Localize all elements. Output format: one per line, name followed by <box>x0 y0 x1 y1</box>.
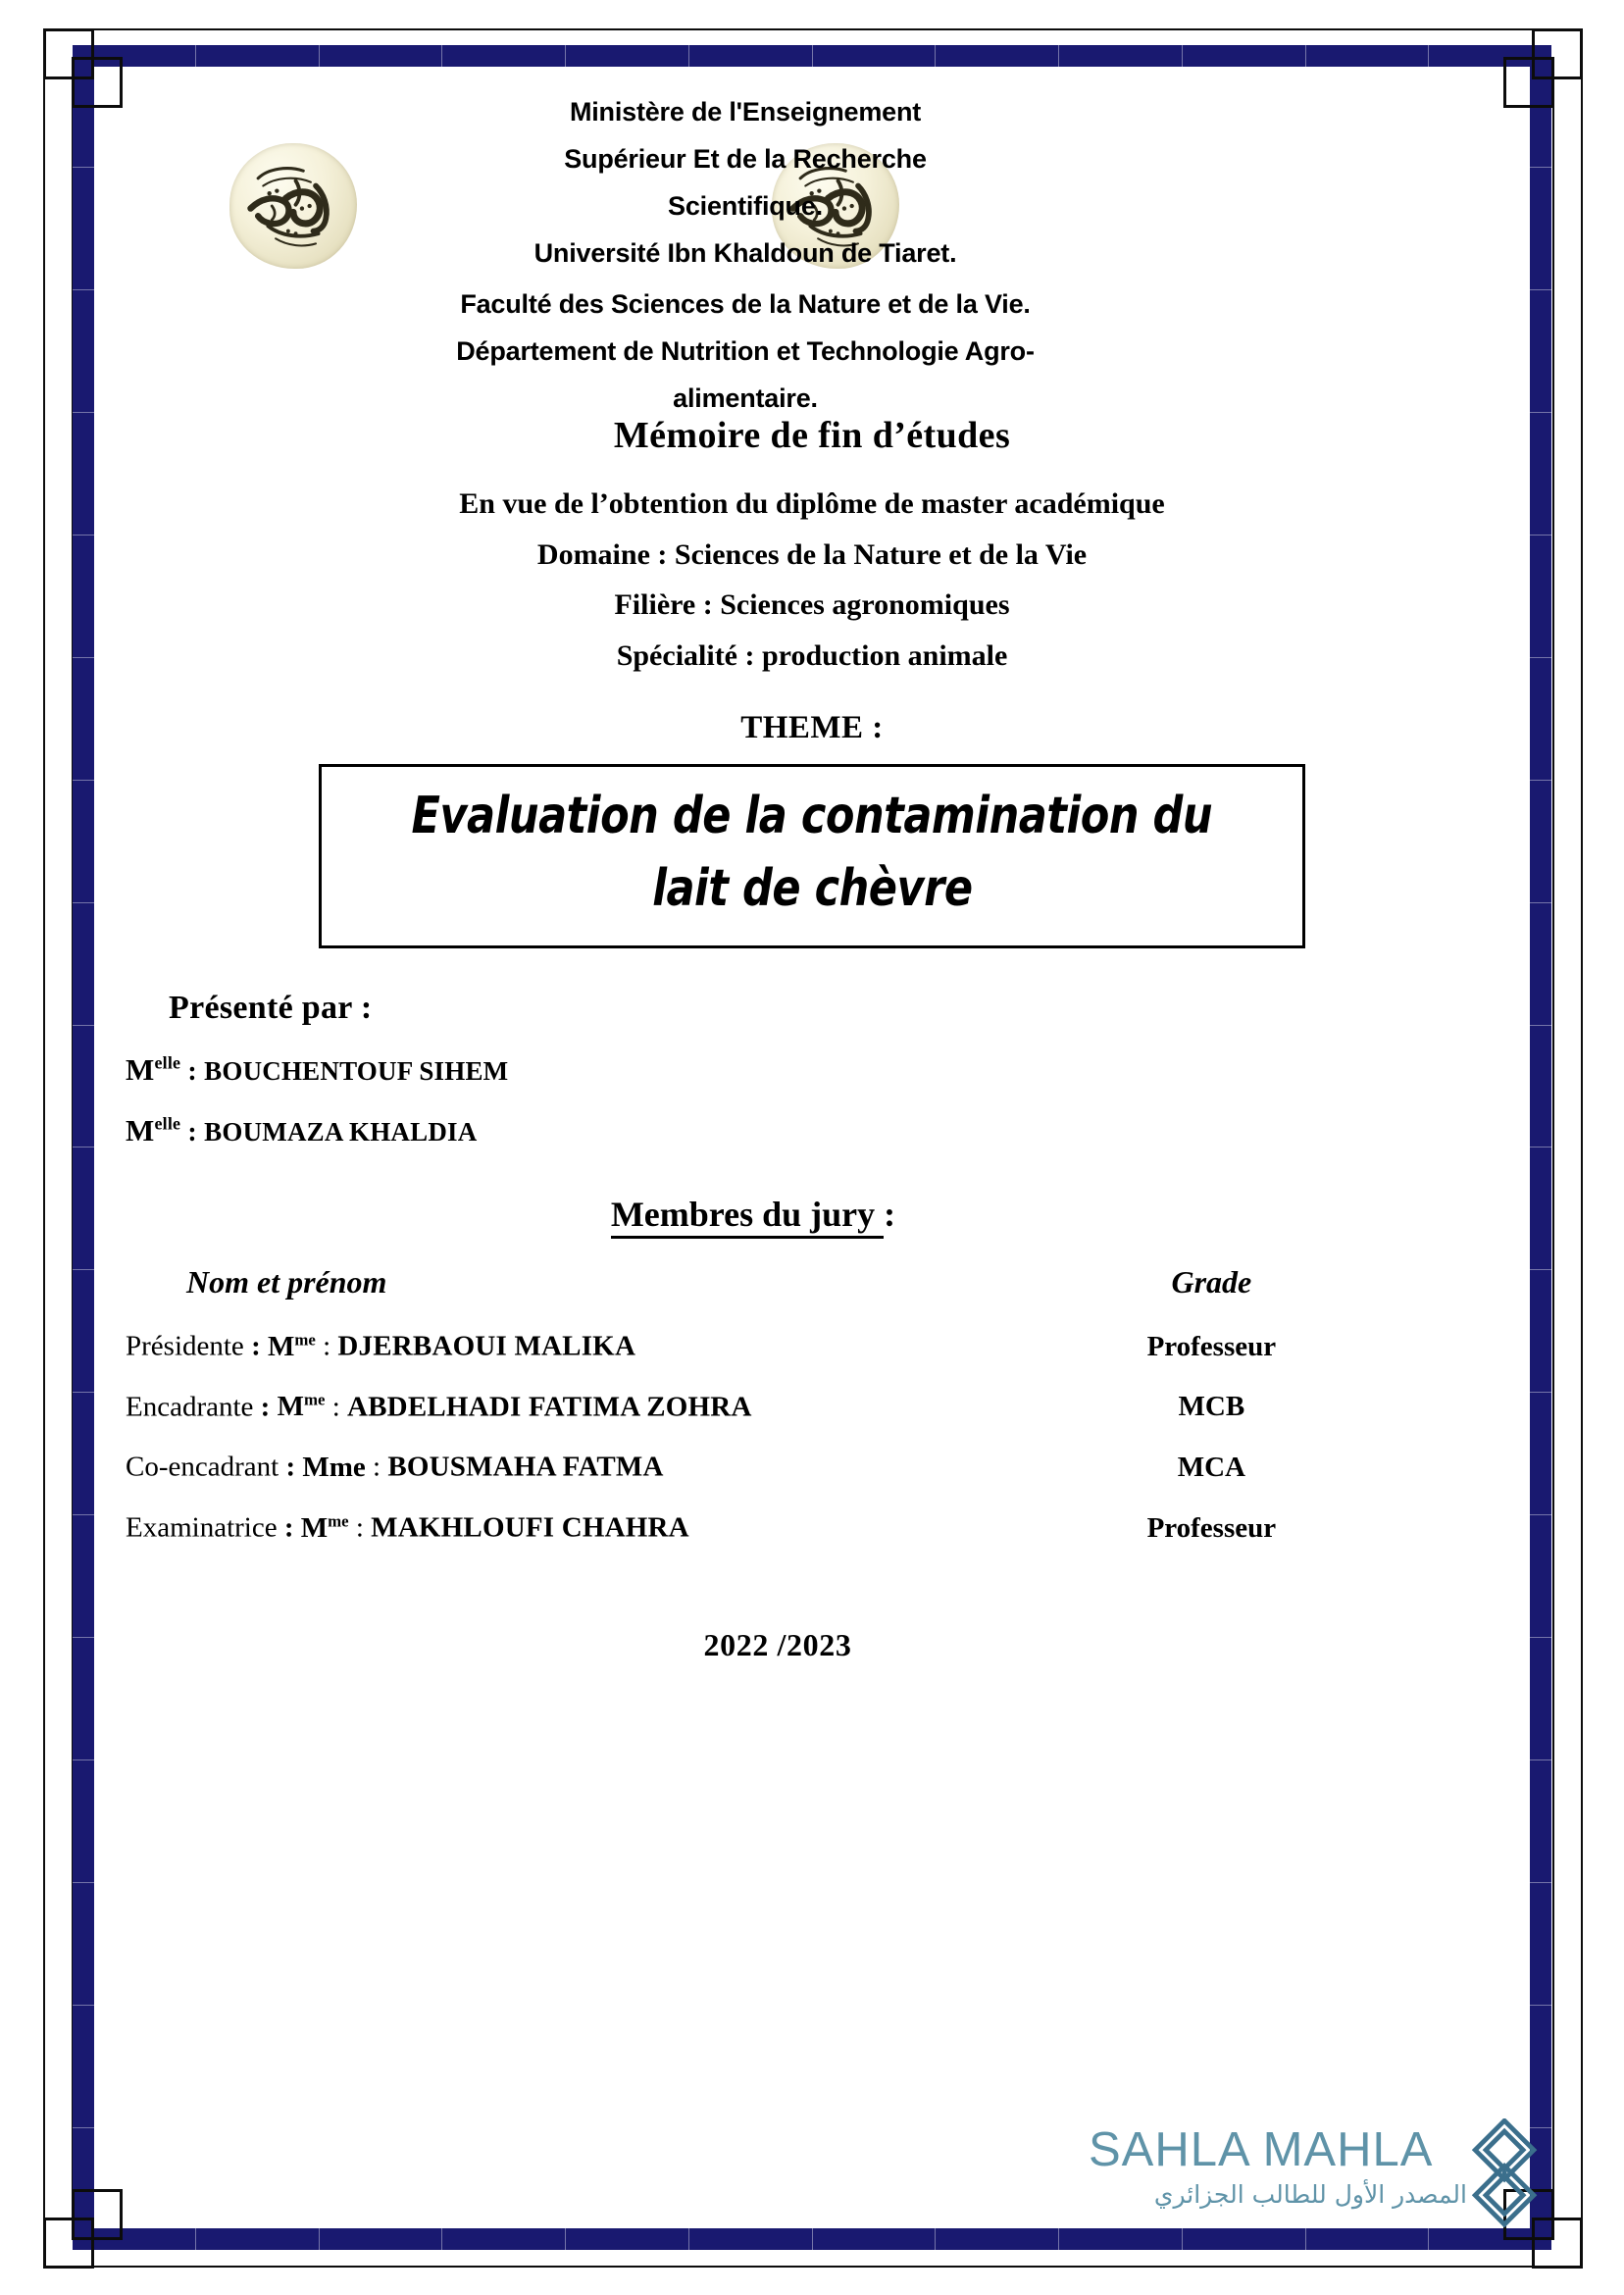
thesis-title-box <box>319 764 1305 948</box>
jury-row-4-person-name: MAKHLOUFI CHAHRA <box>371 1511 689 1544</box>
border-corner-knot-bottom-left-inner <box>72 2189 123 2240</box>
jury-row-4-colon-2: : <box>348 1511 372 1544</box>
border-corner-knot-bottom-right-outer <box>1532 2218 1583 2269</box>
border-band-left <box>73 45 94 2250</box>
border-corner-knot-bottom-right-inner <box>1503 2189 1554 2240</box>
memoire-heading: Mémoire de fin d’études <box>613 415 1011 456</box>
jury-table-header-row <box>108 1264 1516 1330</box>
jury-row-4-role: Examinatrice <box>126 1511 284 1544</box>
jury-row-1-person-name: DJERBAOUI MALIKA <box>337 1330 636 1362</box>
border-corner-knot-top-left-outer <box>43 28 94 79</box>
thesis-title-line-2: lait de chèvre <box>651 859 973 919</box>
jury-row-2-colon-1: : <box>260 1391 271 1423</box>
student-entry-1 <box>126 1052 1516 1088</box>
jury-row-2-name-cell <box>108 1391 995 1452</box>
university-name: Université Ibn Khaldoun de Tiaret. <box>533 238 957 269</box>
faculty-heading <box>235 280 1255 422</box>
table-row <box>108 1391 1516 1452</box>
table-row <box>108 1330 1516 1391</box>
border-band-right-ticks <box>1530 45 1551 2250</box>
institution-header <box>108 88 1516 414</box>
jury-column-header-grade: Grade <box>1171 1264 1252 1300</box>
ministry-heading <box>304 88 1187 277</box>
jury-row-1-colon-1: : <box>251 1330 261 1362</box>
diploma-purpose: En vue de l’obtention du diplôme de master académique <box>459 487 1165 520</box>
border-band-bottom-ticks <box>73 2228 1551 2250</box>
jury-row-3-person-name: BOUSMAHA FATMA <box>387 1452 664 1483</box>
border-band-top-ticks <box>73 45 1551 67</box>
jury-table <box>108 1264 1516 1572</box>
jury-row-4-name-cell <box>108 1511 995 1572</box>
jury-row-4-civility: $M^{me}$ <box>300 1511 349 1544</box>
border-corner-knot-bottom-left-outer <box>43 2218 94 2269</box>
border-band-bottom <box>73 2228 1551 2250</box>
jury-row-3-grade: MCA <box>1177 1452 1245 1483</box>
jury-row-1-civility: $M^{me}$ <box>267 1330 316 1362</box>
jury-heading <box>108 1194 1516 1235</box>
student-2-separator: : <box>180 1117 205 1148</box>
border-band-right <box>1530 45 1551 2250</box>
faculty-name: Faculté des Sciences de la Nature et de la Vie. <box>460 289 1031 319</box>
jury-row-2-colon-2: : <box>325 1391 347 1423</box>
jury-row-3-name-cell <box>108 1451 995 1511</box>
jury-row-1-role: Présidente <box>126 1330 252 1362</box>
ministry-line-1: Ministère de l'Enseignement <box>569 97 922 127</box>
jury-row-3-role: Co-encadrant <box>126 1452 286 1483</box>
theme-label: THEME : <box>740 710 884 746</box>
diploma-specialite: Spécialité : production animale <box>616 638 1008 672</box>
jury-row-2-grade: MCB <box>1178 1391 1245 1423</box>
jury-row-3-civility: Mme <box>302 1452 366 1483</box>
jury-row-1-colon-2: : <box>315 1330 338 1362</box>
jury-column-header-name: Nom et prénom <box>186 1264 387 1300</box>
border-band-top <box>73 45 1551 67</box>
student-entry-2 <box>126 1113 1516 1148</box>
jury-row-3-colon-2: : <box>365 1452 388 1483</box>
student-1-civility: $M^{elle}$ <box>126 1052 181 1088</box>
jury-row-1-name-cell <box>108 1330 995 1391</box>
jury-row-1-grade: Professeur <box>1146 1330 1277 1362</box>
ministry-line-2: Supérieur Et de la Recherche <box>564 144 927 175</box>
student-1-name: BOUCHENTOUF SIHEM <box>204 1056 509 1087</box>
jury-row-2-person-name: ABDELHADI FATIMA ZOHRA <box>347 1391 752 1423</box>
student-2-name: BOUMAZA KHALDIA <box>204 1117 478 1148</box>
thesis-title-line-1: Evaluation de la contamination du <box>411 787 1213 846</box>
jury-heading-colon: : <box>884 1195 896 1235</box>
jury-heading-underlined-text: Membres du jury <box>611 1195 884 1239</box>
jury-row-4-grade: Professeur <box>1146 1511 1277 1544</box>
presented-by-heading: Présenté par : <box>169 990 373 1027</box>
jury-row-2-civility: $M^{me}$ <box>277 1390 326 1423</box>
jury-row-3-colon-1: : <box>285 1452 296 1483</box>
academic-year: 2022 /2023 <box>703 1626 852 1662</box>
ministry-line-3: Scientifique. <box>668 191 823 222</box>
border-band-left-ticks <box>73 45 94 2250</box>
student-2-civility: $M^{elle}$ <box>126 1113 181 1148</box>
department-name-line-1: Département de Nutrition et Technologie Agro- <box>456 336 1035 367</box>
diploma-filiere: Filière : Sciences agronomiques <box>614 588 1010 622</box>
table-row <box>108 1451 1516 1511</box>
diploma-block <box>108 414 1516 681</box>
watermark-brand: SAHLA MAHLA <box>1089 2123 1434 2176</box>
diploma-domaine: Domaine : Sciences de la Nature et de la Vie <box>536 537 1088 571</box>
jury-row-2-role: Encadrante <box>126 1391 261 1423</box>
table-row <box>108 1511 1516 1572</box>
jury-row-4-colon-1: : <box>283 1511 294 1544</box>
border-corner-knot-top-right-outer <box>1532 28 1583 79</box>
student-1-separator: : <box>180 1056 205 1088</box>
cover-page-content <box>108 88 1516 2187</box>
department-name-line-2: alimentaire. <box>673 383 818 414</box>
watermark-arabic-tagline: المصدر الأول للطالب الجزائري <box>1153 2180 1467 2209</box>
